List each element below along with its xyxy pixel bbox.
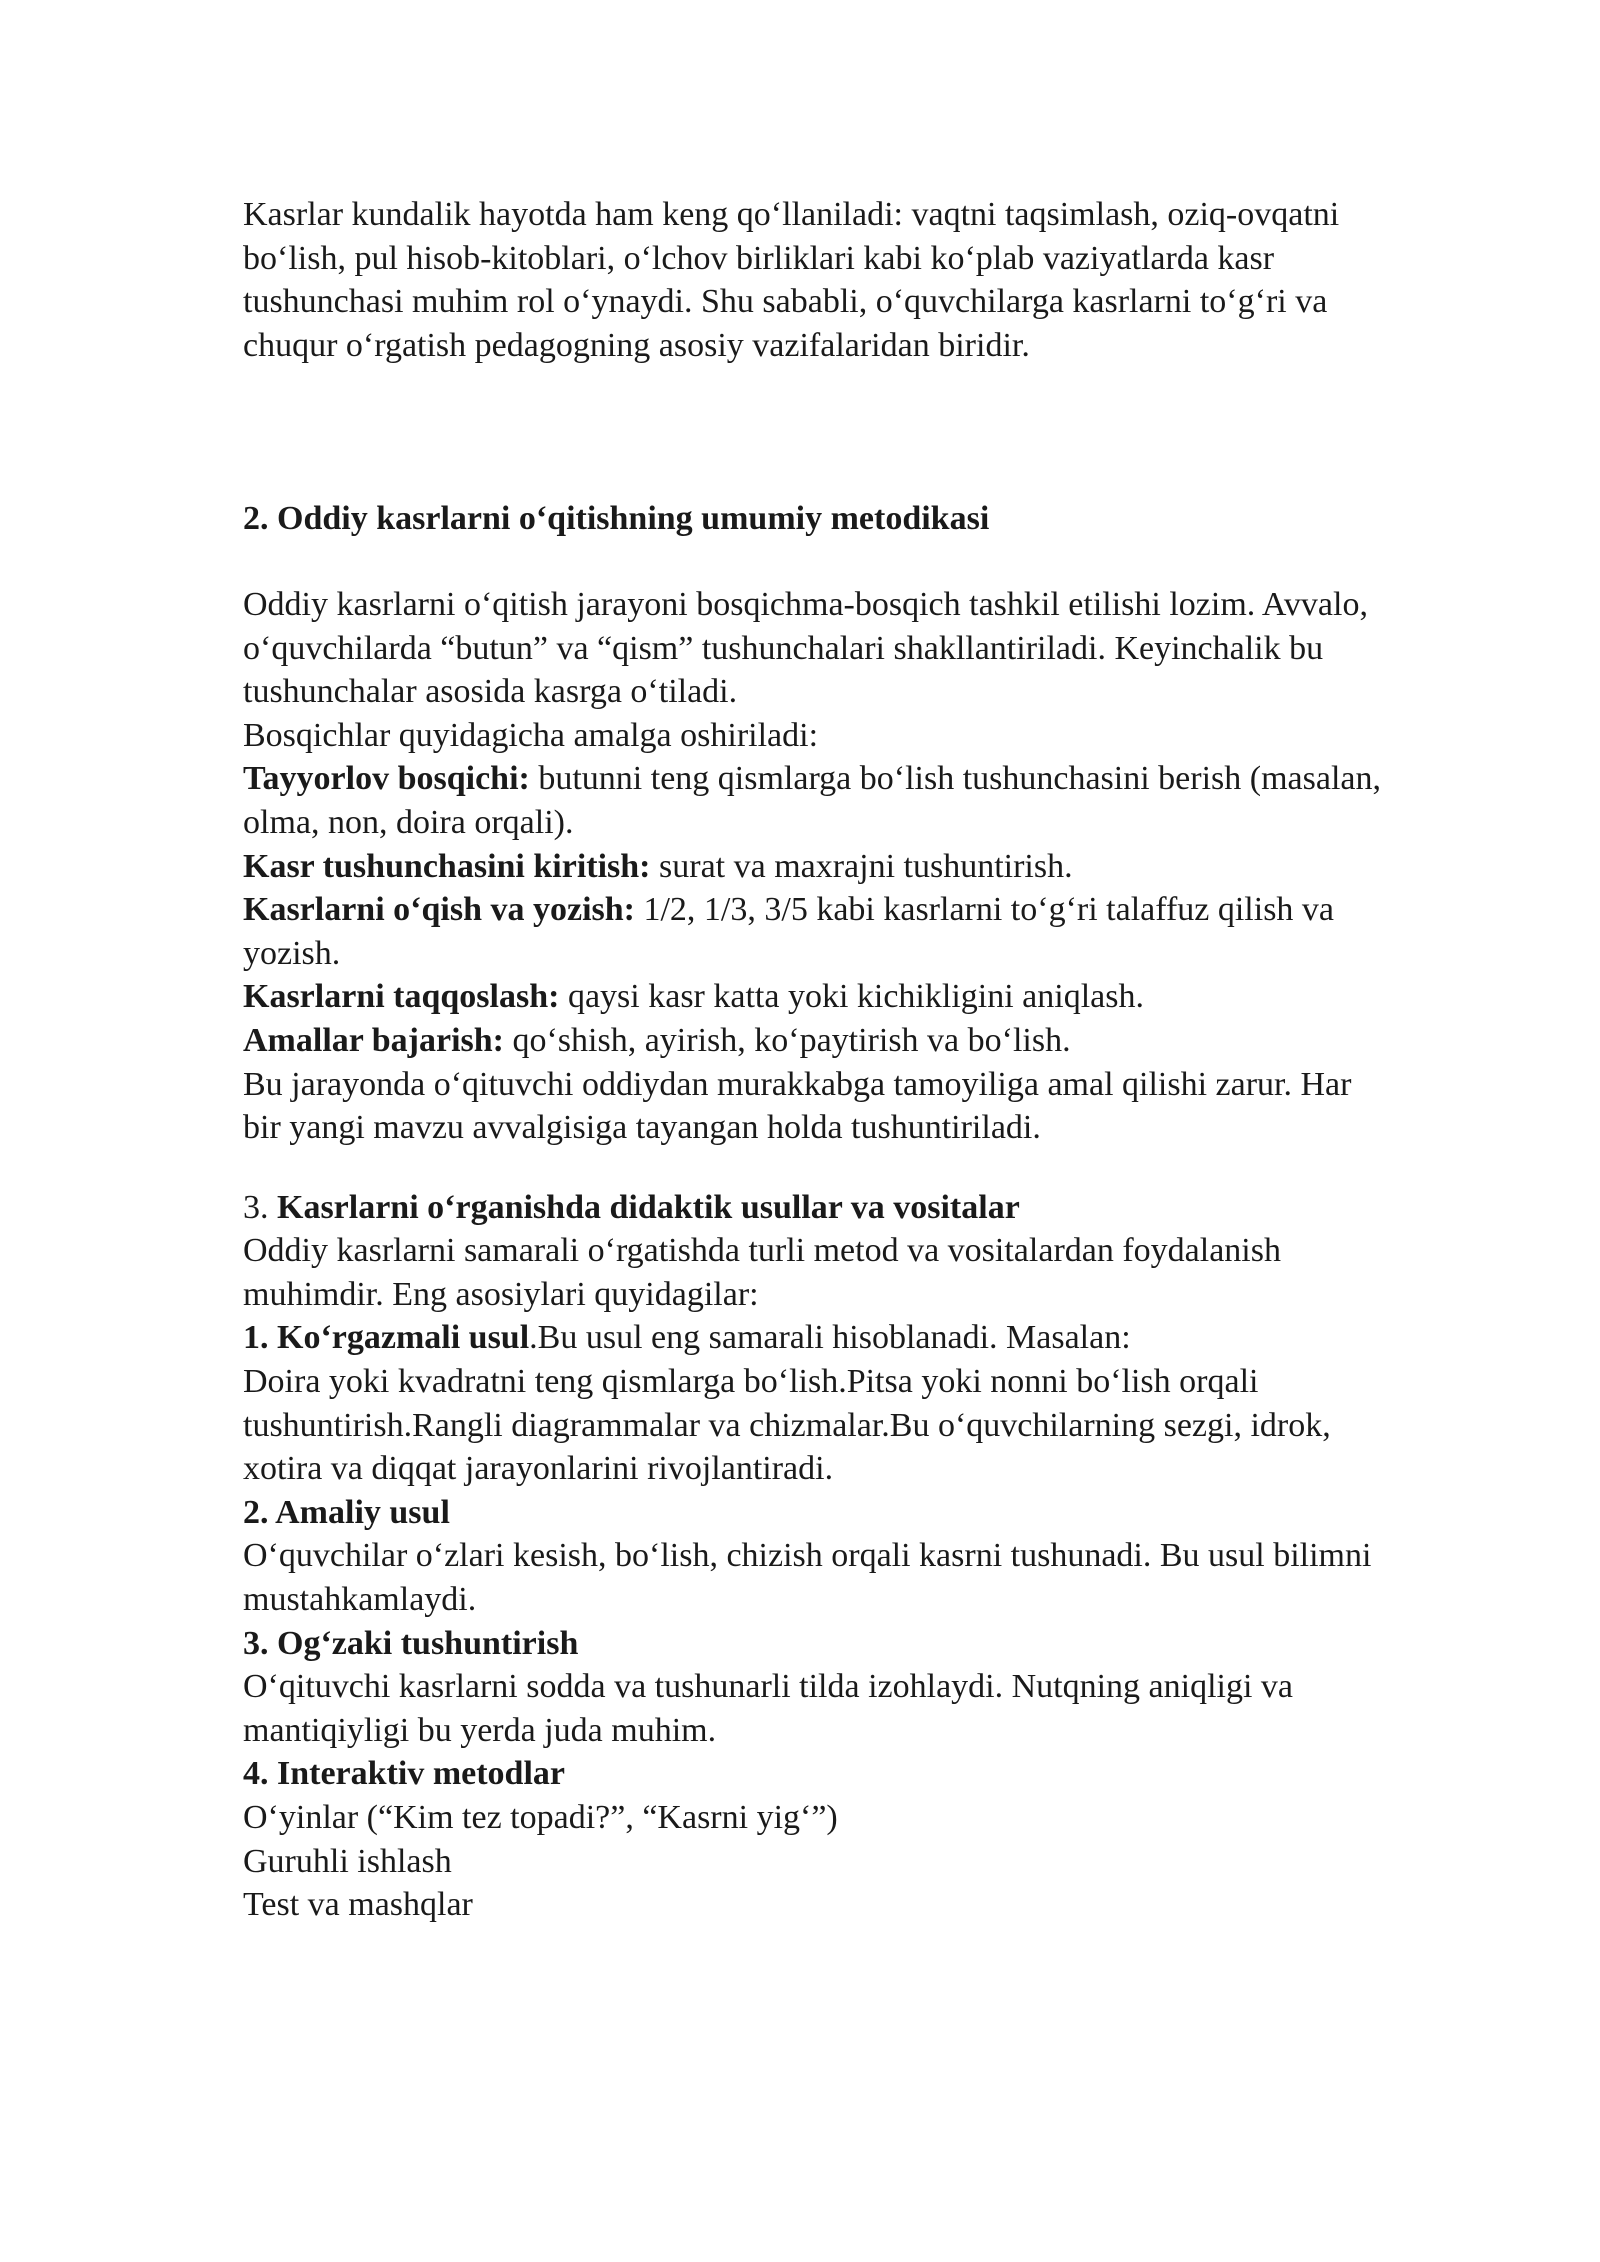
step-comparing <box>243 975 1383 1019</box>
step-description: butunni teng qismlarga bo‘lish tushunchasini berish (masalan, olma, non, doira orqali). <box>243 760 1381 841</box>
section-2-steps-intro: Bosqichlar quyidagicha amalga oshiriladi: <box>243 716 819 754</box>
method-3-line <box>243 1622 1383 1666</box>
method-4-item: Test va mashqlar <box>243 1886 473 1924</box>
method-3-body: O‘qituvchi kasrlarni sodda va tushunarli tilda izohlaydi. Nutqning aniqligi va mantiqiyligi bu yerda juda muhim. <box>243 1668 1294 1749</box>
method-4-item: Guruhli ishlash <box>243 1842 452 1880</box>
section-2-heading: 2. Oddiy kasrlarni o‘qitishning umumiy metodikasi <box>243 500 990 538</box>
step-reading-writing <box>243 888 1383 975</box>
method-4-line <box>243 1752 1383 1796</box>
method-1-title: 1. Ko‘rgazmali usul <box>243 1319 530 1357</box>
method-1-lead: .Bu usul eng samarali hisoblanadi. Masalan: <box>529 1319 1131 1357</box>
step-preparation <box>243 757 1383 844</box>
step-term: Kasr tushunchasini kiritish: <box>243 847 651 885</box>
step-term: Tayyorlov bosqichi: <box>243 760 530 798</box>
method-1-line <box>243 1316 1383 1360</box>
document-body <box>243 193 1383 1927</box>
step-description: qaysi kasr katta yoki kichikligini aniqlash. <box>559 978 1144 1016</box>
step-term: Amallar bajarish: <box>243 1021 504 1059</box>
section-3-heading <box>243 1186 1383 1230</box>
method-2-title: 2. Amaliy usul <box>243 1493 450 1531</box>
method-3-title: 3. Og‘zaki tushuntirish <box>243 1624 579 1662</box>
step-operations <box>243 1019 1383 1063</box>
step-description: qo‘shish, ayirish, ko‘paytirish va bo‘lish. <box>503 1021 1071 1059</box>
section-3-intro: Oddiy kasrlarni samarali o‘rgatishda turli metod va vositalardan foydalanish muhimdir. Eng asosiylari quyidagilar: <box>243 1232 1281 1313</box>
step-description: 1/2, 1/3, 3/5 kabi kasrlarni to‘g‘ri talaffuz qilish va yozish. <box>243 891 1335 972</box>
method-1-body: Doira yoki kvadratni teng qismlarga bo‘lish.Pitsa yoki nonni bo‘lish orqali tushuntirish.Rangli diagrammalar va chizmalar.Bu o‘quvchilarning sezgi, idrok, xotira va diqqat jarayonlarini rivojlantiradi. <box>243 1363 1331 1488</box>
section-3-number: 3. <box>243 1188 269 1226</box>
method-4-title: 4. Interaktiv metodlar <box>243 1755 566 1793</box>
step-description: surat va maxrajni tushuntirish. <box>650 847 1073 885</box>
method-2-body: O‘quvchilar o‘zlari kesish, bo‘lish, chizish orqali kasrni tushunadi. Bu usul bilimni mustahkamlaydi. <box>243 1537 1372 1619</box>
method-4-item: O‘yinlar (“Kim tez topadi?”, “Kasrni yig‘”) <box>243 1799 838 1836</box>
section-2-closing: Bu jarayonda o‘qituvchi oddiydan murakkabga tamoyiliga amal qilishi zarur. Har bir yangi mavzu avvalgisiga tayangan holda tushuntiriladi. <box>243 1065 1352 1147</box>
step-term: Kasrlarni o‘qish va yozish: <box>243 891 635 929</box>
step-fraction-concept <box>243 845 1383 889</box>
section-2-paragraph: Oddiy kasrlarni o‘qitish jarayoni bosqichma-bosqich tashkil etilishi lozim. Avvalo, o‘quvchilarda “butun” va “qism” tushunchalari shakllantiriladi. Keyinchalik bu tushunchalar asosida kasrga o‘tiladi. <box>243 585 1368 711</box>
step-term: Kasrlarni taqqoslash: <box>243 978 560 1016</box>
section-3-title: Kasrlarni o‘rganishda didaktik usullar va vositalar <box>277 1188 1020 1226</box>
method-2-line <box>243 1491 1383 1535</box>
intro-paragraph: Kasrlar kundalik hayotda ham keng qo‘llaniladi: vaqtni taqsimlash, oziq-ovqatni bo‘lish, pul hisob-kitoblari, o‘lchov birliklari kabi ko‘plab vaziyatlarda kasr tushunchasi muhim rol o‘ynaydi. Shu sababli, o‘quvchilarga kasrlarni to‘g‘ri va chuqur o‘rgatish pedagogning asosiy vazifalaridan biridir. <box>243 196 1340 364</box>
